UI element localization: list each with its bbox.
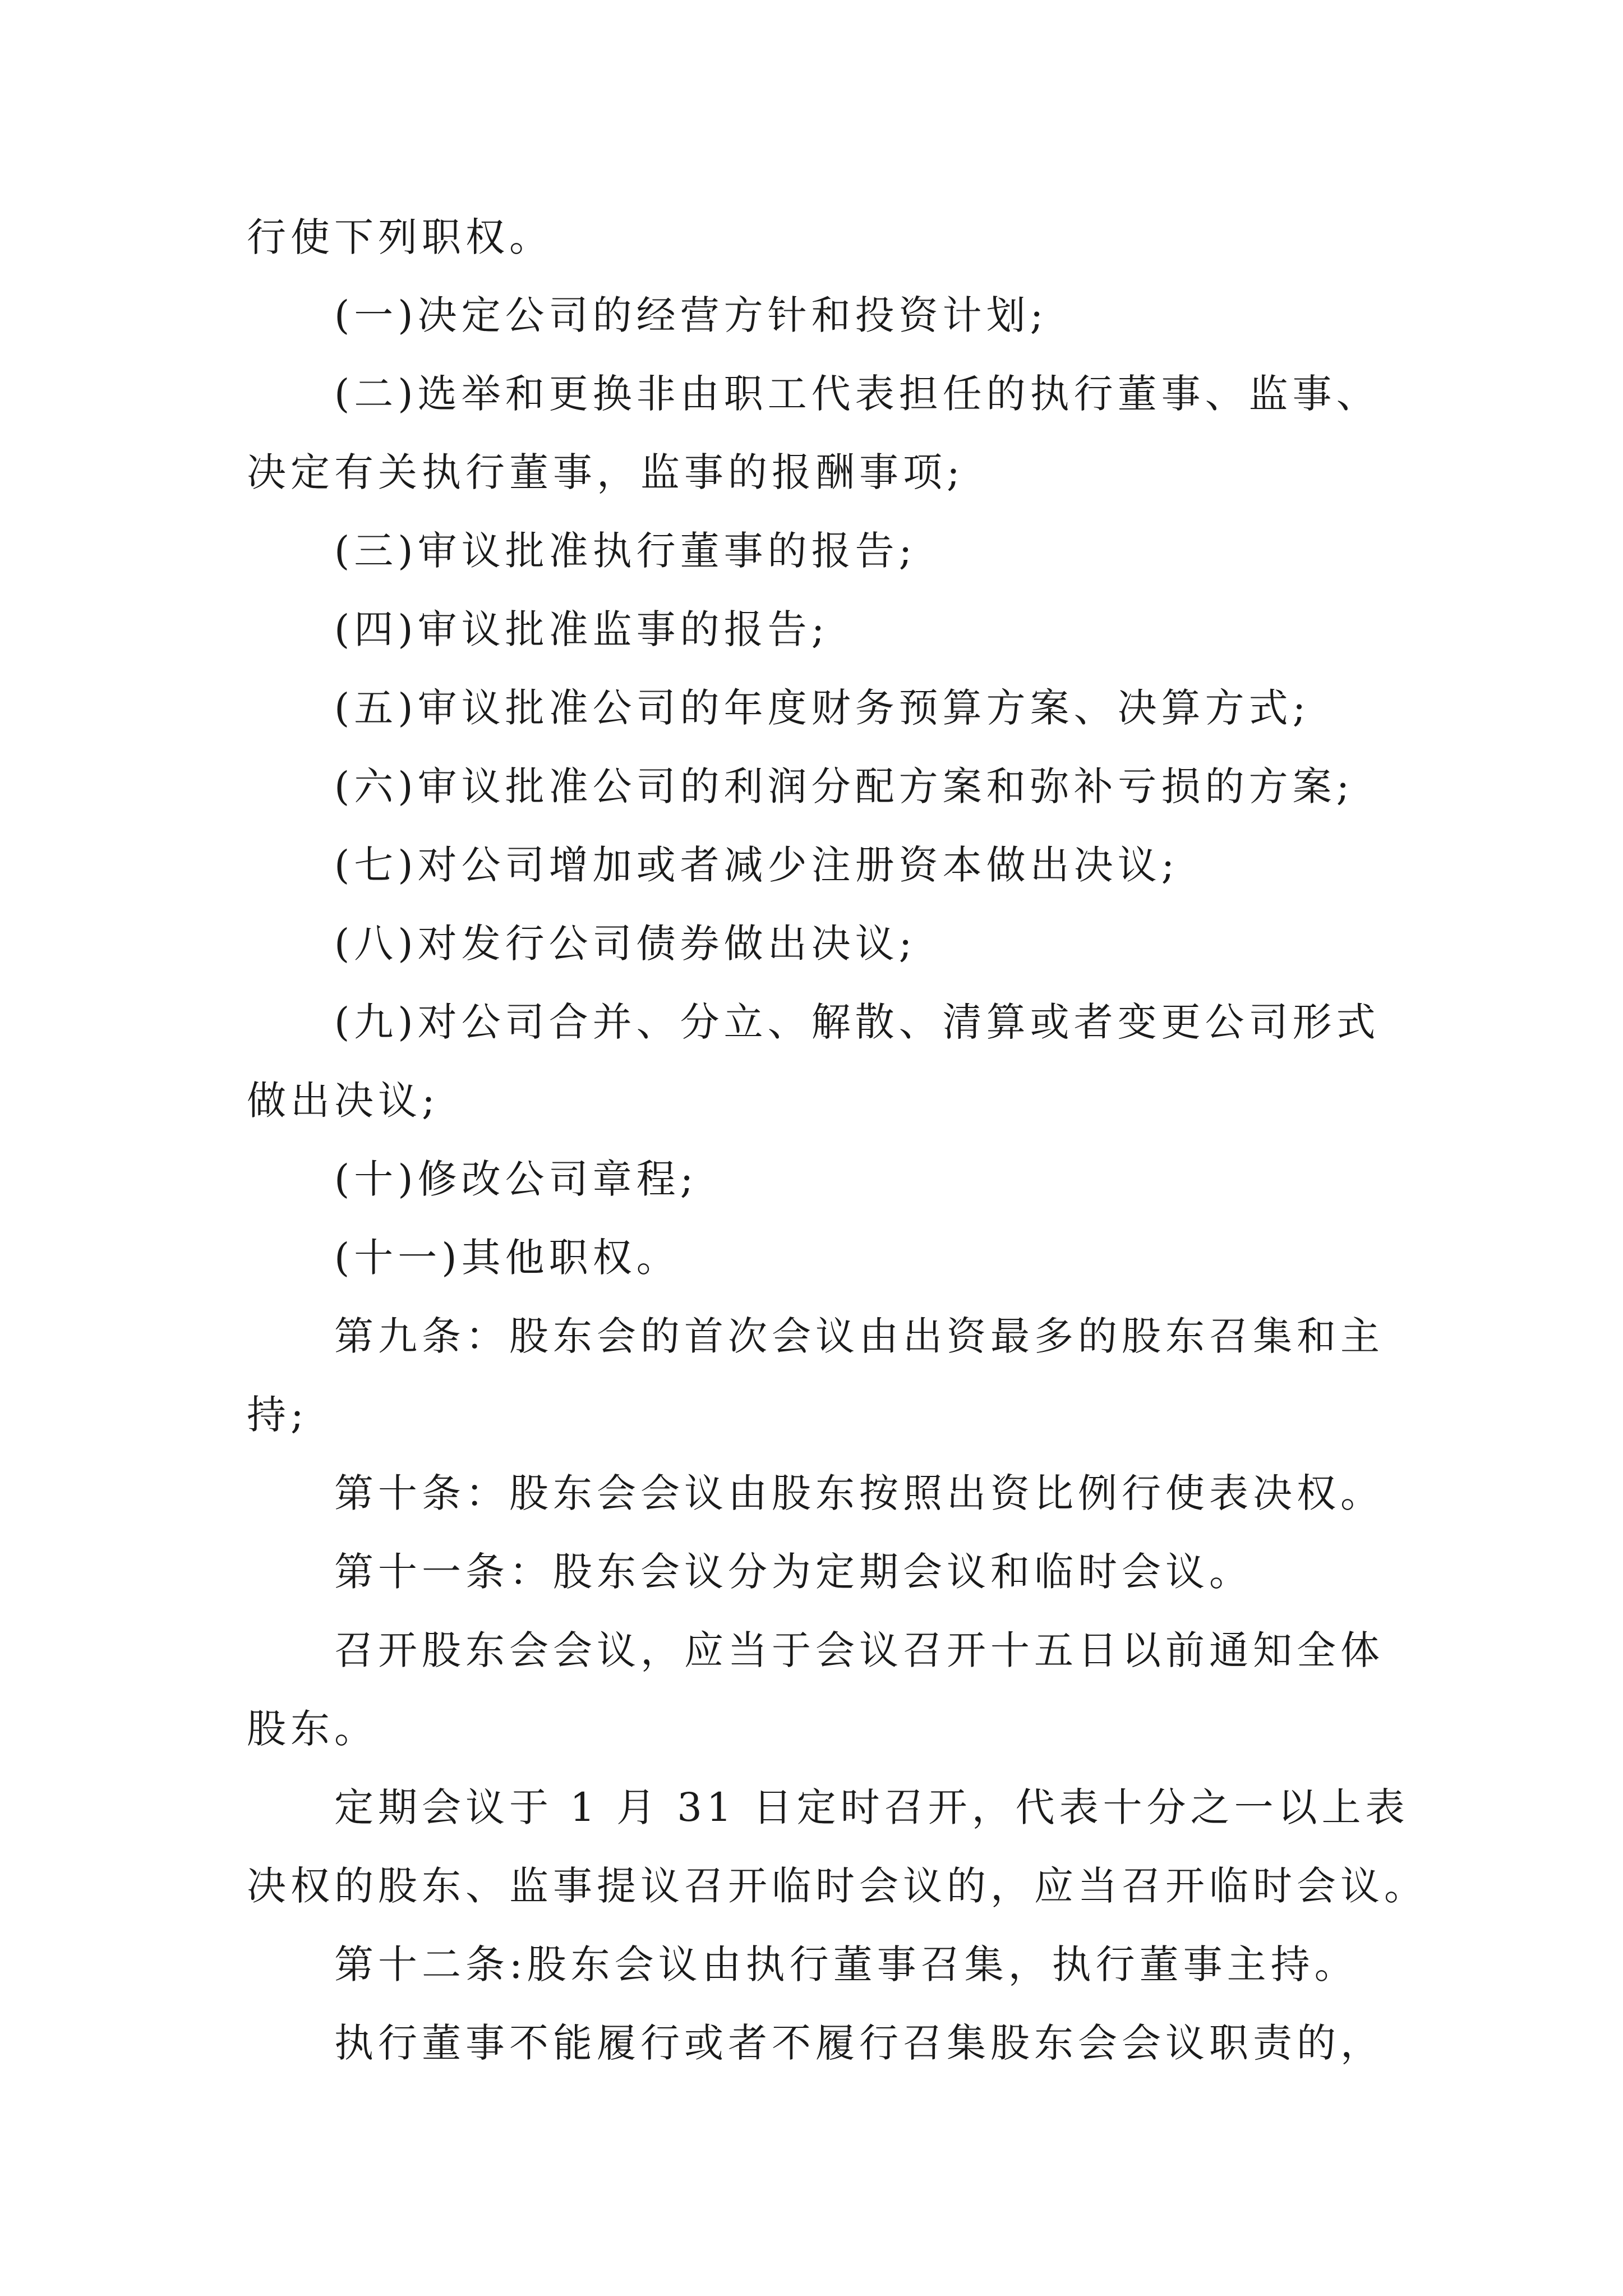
paragraph-line: 定期会议于 1 月 31 日定时召开，代表十分之一以上表 xyxy=(334,1784,1409,1830)
paragraph-line: 召开股东会会议，应当于会议召开十五日以前通知全体 xyxy=(334,1627,1384,1673)
list-item: (六)审议批准公司的利润分配方案和弥补亏损的方案; xyxy=(334,763,1354,809)
text-line: 决权的股东、监事提议召开临时会议的，应当召开临时会议。 xyxy=(247,1863,1428,1909)
list-item: (五)审议批准公司的年度财务预算方案、决算方式; xyxy=(334,685,1311,731)
list-item: (十一)其他职权。 xyxy=(334,1235,680,1281)
list-item: (九)对公司合并、分立、解散、清算或者变更公司形式 xyxy=(334,999,1380,1045)
paragraph-line: 执行董事不能履行或者不履行召集股东会会议职责的， xyxy=(334,2020,1384,2066)
article-line: 第十一条：股东会议分为定期会议和临时会议。 xyxy=(334,1549,1253,1595)
text-line: 做出决议; xyxy=(247,1078,440,1124)
list-item: (八)对发行公司债券做出决议; xyxy=(334,921,917,967)
list-item: (七)对公司增加或者减少注册资本做出决议; xyxy=(334,842,1179,888)
text-line: 股东。 xyxy=(247,1706,378,1752)
list-item: (三)审议批准执行董事的报告; xyxy=(334,528,917,574)
text-line: 决定有关执行董事，监事的报酬事项; xyxy=(247,449,965,495)
list-item: (四)审议批准监事的报告; xyxy=(334,606,829,652)
article-line: 第十二条:股东会议由执行董事召集，执行董事主持。 xyxy=(334,1941,1358,1987)
text-line: 持; xyxy=(247,1392,308,1438)
article-line: 第九条：股东会的首次会议由出资最多的股东召集和主 xyxy=(334,1313,1384,1359)
list-item: (一)决定公司的经营方针和投资计划; xyxy=(334,292,1048,338)
article-line: 第十条：股东会会议由股东按照出资比例行使表决权。 xyxy=(334,1470,1384,1516)
list-item: (十)修改公司章程; xyxy=(334,1156,698,1202)
text-line: 行使下列职权。 xyxy=(247,214,553,260)
list-item: (二)选举和更换非由职工代表担任的执行董事、监事、 xyxy=(334,371,1380,417)
